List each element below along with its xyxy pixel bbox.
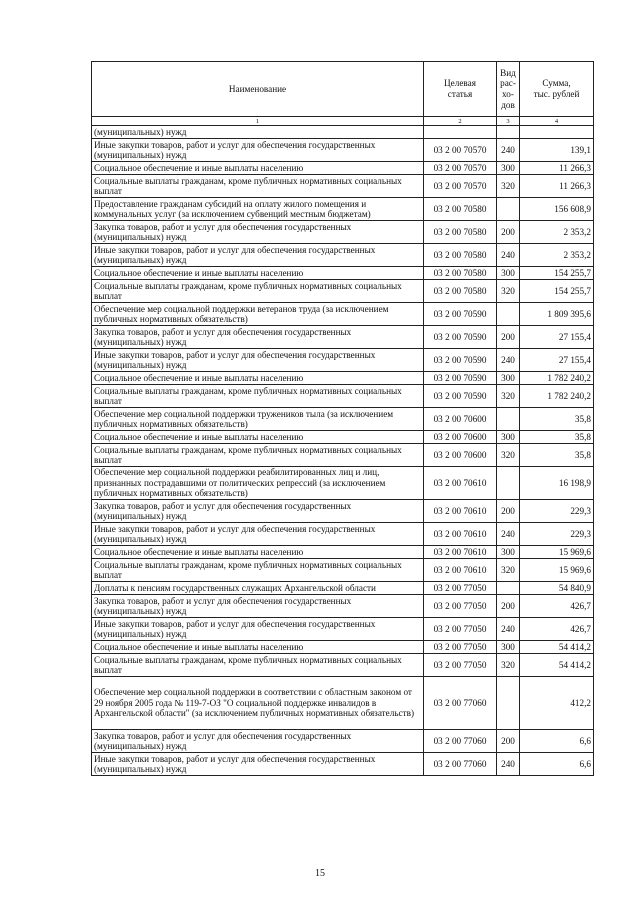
table-header-row [92,62,594,117]
row-name: Социальное обеспечение и иные выплаты населению [92,431,424,444]
row-sum: 35,8 [520,431,594,444]
row-name: Социальные выплаты гражданам, кроме публичных нормативных социальных выплат [92,444,424,467]
row-sum: 27 155,4 [520,349,594,372]
row-kind [497,677,520,730]
row-article: 03 2 00 70590 [424,349,497,372]
row-kind: 200 [497,730,520,753]
row-article: 03 2 00 70590 [424,303,497,326]
row-kind: 320 [497,559,520,582]
row-kind: 200 [497,500,520,523]
row-article: 03 2 00 70600 [424,408,497,431]
row-article: 03 2 00 70590 [424,372,497,385]
row-name: Социальные выплаты гражданам, кроме публичных нормативных социальных выплат [92,559,424,582]
row-name: Социальные выплаты гражданам, кроме публичных нормативных социальных выплат [92,175,424,198]
row-kind: 240 [497,139,520,162]
row-sum: 54 414,2 [520,654,594,677]
row-name: Предоставление гражданам субсидий на оплату жилого помещения и коммунальных услуг (за исключением субвенций местным бюджетам) [92,198,424,221]
row-article: 03 2 00 70610 [424,523,497,546]
table-row [92,349,594,372]
table-row [92,641,594,654]
page-number: 15 [315,868,325,879]
table-row [92,467,594,500]
table-row [92,198,594,221]
table-row [92,175,594,198]
row-name: Иные закупки товаров, работ и услуг для обеспечения государственных (муниципальных) нужд [92,523,424,546]
row-kind: 240 [497,244,520,267]
table-row [92,385,594,408]
row-article: 03 2 00 70600 [424,444,497,467]
table-row [92,753,594,776]
row-sum: 1 782 240,2 [520,385,594,408]
row-name: Закупка товаров, работ и услуг для обеспечения государственных (муниципальных) нужд [92,595,424,618]
col-number-2: 2 [424,117,497,126]
row-article: 03 2 00 77060 [424,677,497,730]
row-article: 03 2 00 70610 [424,559,497,582]
row-sum: 35,8 [520,444,594,467]
row-article: 03 2 00 77060 [424,730,497,753]
table-row [92,280,594,303]
row-article: 03 2 00 70580 [424,221,497,244]
row-sum: 229,3 [520,500,594,523]
row-name: Обеспечение мер социальной поддержки ветеранов труда (за исключением публичных нормативных обязательств) [92,303,424,326]
header-sum: Сумма, тыс. рублей [520,62,594,117]
row-name: Социальное обеспечение и иные выплаты населению [92,162,424,175]
table-row [92,431,594,444]
row-name: Закупка товаров, работ и услуг для обеспечения государственных (муниципальных) нужд [92,730,424,753]
row-article: 03 2 00 70570 [424,162,497,175]
row-kind: 320 [497,654,520,677]
row-name: Социальное обеспечение и иные выплаты населению [92,372,424,385]
row-article: 03 2 00 70600 [424,431,497,444]
row-name: Социальное обеспечение и иные выплаты населению [92,267,424,280]
row-kind [497,198,520,221]
row-sum: 1 782 240,2 [520,372,594,385]
row-sum: 156 608,9 [520,198,594,221]
table-row [92,326,594,349]
row-sum: 11 266,3 [520,175,594,198]
table-row [92,221,594,244]
table-row [92,267,594,280]
row-article [424,126,497,139]
row-sum: 2 353,2 [520,244,594,267]
budget-table [91,61,594,776]
row-name: Иные закупки товаров, работ и услуг для обеспечения государственных (муниципальных) нужд [92,349,424,372]
column-numbers-row [92,117,594,126]
row-kind: 320 [497,444,520,467]
table-row [92,408,594,431]
row-name: Обеспечение мер социальной поддержки в соответствии с областным законом от 29 ноября 2005 года № 119-7-ОЗ "О социальной поддержке инвалидов в Архангельской области" (за исключением публичных нормативных обязательств) [92,677,424,730]
row-name: Социальные выплаты гражданам, кроме публичных нормативных социальных выплат [92,385,424,408]
header-kind: Вид рас- хо- дов [497,62,520,117]
row-name: Иные закупки товаров, работ и услуг для обеспечения государственных (муниципальных) нужд [92,753,424,776]
row-kind [497,408,520,431]
row-kind: 320 [497,385,520,408]
row-article: 03 2 00 70610 [424,546,497,559]
row-kind [497,126,520,139]
row-sum: 426,7 [520,618,594,641]
row-kind [497,303,520,326]
row-sum: 54 840,9 [520,582,594,595]
row-name: Социальное обеспечение и иные выплаты населению [92,641,424,654]
header-name: Наименование [92,62,424,117]
row-kind: 200 [497,221,520,244]
row-name: Доплаты к пенсиям государственных служащих Архангельской области [92,582,424,595]
row-name: Закупка товаров, работ и услуг для обеспечения государственных (муниципальных) нужд [92,221,424,244]
table-row [92,444,594,467]
row-article: 03 2 00 70590 [424,326,497,349]
row-sum: 412,2 [520,677,594,730]
row-kind: 300 [497,267,520,280]
col-number-4: 4 [520,117,594,126]
row-sum: 229,3 [520,523,594,546]
row-article: 03 2 00 70610 [424,467,497,500]
row-sum: 54 414,2 [520,641,594,654]
header-article: Целевая статья [424,62,497,117]
row-sum: 11 266,3 [520,162,594,175]
row-article: 03 2 00 70610 [424,500,497,523]
row-article: 03 2 00 70570 [424,175,497,198]
row-kind: 240 [497,349,520,372]
row-kind: 200 [497,326,520,349]
row-article: 03 2 00 77050 [424,582,497,595]
row-sum: 154 255,7 [520,267,594,280]
row-article: 03 2 00 70580 [424,198,497,221]
row-sum: 154 255,7 [520,280,594,303]
table-row [92,618,594,641]
row-kind: 300 [497,546,520,559]
row-sum: 6,6 [520,730,594,753]
row-sum: 16 198,9 [520,467,594,500]
table-row [92,677,594,730]
col-number-1: 1 [92,117,424,126]
row-article: 03 2 00 77050 [424,641,497,654]
row-sum [520,126,594,139]
table-row [92,162,594,175]
row-sum: 15 969,6 [520,559,594,582]
table-row [92,730,594,753]
table-row [92,244,594,267]
row-kind: 240 [497,523,520,546]
row-sum: 426,7 [520,595,594,618]
table-body [92,126,594,776]
table-row [92,582,594,595]
row-article: 03 2 00 77050 [424,595,497,618]
row-sum: 139,1 [520,139,594,162]
table-row [92,546,594,559]
row-kind [497,582,520,595]
row-article: 03 2 00 70580 [424,280,497,303]
row-name: Иные закупки товаров, работ и услуг для обеспечения государственных (муниципальных) нужд [92,244,424,267]
row-name: (муниципальных) нужд [92,126,424,139]
row-article: 03 2 00 77050 [424,618,497,641]
row-sum: 27 155,4 [520,326,594,349]
table-row [92,595,594,618]
row-kind: 300 [497,162,520,175]
table-row [92,500,594,523]
row-sum: 2 353,2 [520,221,594,244]
row-article: 03 2 00 77060 [424,753,497,776]
row-name: Обеспечение мер социальной поддержки реабилитированных лиц и лиц, признанных пострадавшими от политических репрессий (за исключением публичных нормативных обязательств) [92,467,424,500]
row-kind: 240 [497,753,520,776]
row-kind: 320 [497,280,520,303]
row-kind: 240 [497,618,520,641]
row-name: Закупка товаров, работ и услуг для обеспечения государственных (муниципальных) нужд [92,500,424,523]
row-kind: 300 [497,641,520,654]
row-sum: 15 969,6 [520,546,594,559]
table-row [92,139,594,162]
row-kind: 300 [497,431,520,444]
row-sum: 35,8 [520,408,594,431]
table-row [92,523,594,546]
row-article: 03 2 00 70580 [424,244,497,267]
row-article: 03 2 00 70570 [424,139,497,162]
row-article: 03 2 00 70590 [424,385,497,408]
row-article: 03 2 00 70580 [424,267,497,280]
row-name: Социальные выплаты гражданам, кроме публичных нормативных социальных выплат [92,280,424,303]
row-article: 03 2 00 77050 [424,654,497,677]
row-kind [497,467,520,500]
row-name: Обеспечение мер социальной поддержки тружеников тыла (за исключением публичных нормативных обязательств) [92,408,424,431]
row-sum: 6,6 [520,753,594,776]
row-kind: 300 [497,372,520,385]
row-name: Социальное обеспечение и иные выплаты населению [92,546,424,559]
row-name: Иные закупки товаров, работ и услуг для обеспечения государственных (муниципальных) нужд [92,618,424,641]
row-name: Иные закупки товаров, работ и услуг для обеспечения государственных (муниципальных) нужд [92,139,424,162]
table-row [92,559,594,582]
row-kind: 320 [497,175,520,198]
table-row [92,654,594,677]
row-name: Социальные выплаты гражданам, кроме публичных нормативных социальных выплат [92,654,424,677]
table-row [92,372,594,385]
table-row [92,303,594,326]
row-sum: 1 809 395,6 [520,303,594,326]
col-number-3: 3 [497,117,520,126]
table-row [92,126,594,139]
row-name: Закупка товаров, работ и услуг для обеспечения государственных (муниципальных) нужд [92,326,424,349]
row-kind: 200 [497,595,520,618]
